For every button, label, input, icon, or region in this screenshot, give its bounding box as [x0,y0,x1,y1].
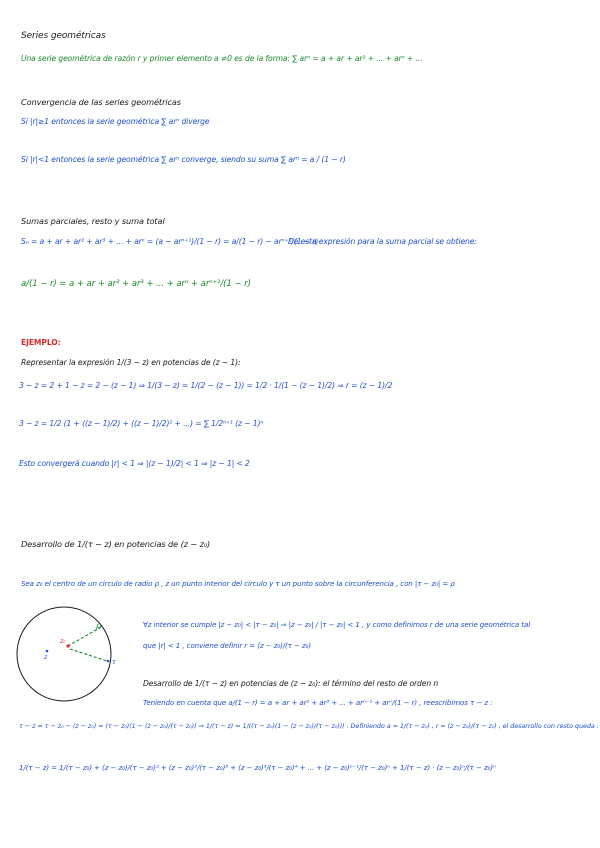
example-line-2: 3 − z = 1/2 (1 + ((z − 1)/2) + ((z − 1)/2)² + ...) = ∑ 1/2ⁿ⁺¹ (z − 1)ⁿ [19,419,264,428]
partial-sum-note: De esta expresión para la suma parcial se obtiene: [288,237,477,246]
geometric-identity: a/(1 − r) = a + ar + ar² + ar³ + ... + arⁿ + arⁿ⁺¹/(1 − r) [21,279,251,289]
tau-line [70,649,107,661]
teniendo-text: Teniendo en cuenta que a/(1 − r) = a + ar + ar² + ar³ + ... + arⁿ⁻¹ + arⁿ/(1 − r) , reescribimos τ − z : [143,698,493,707]
condition-line-1: ∀z interior se cumple |z − z₀| < |τ − z₀| ⇒ |z − z₀| / |τ − z₀| < 1 , y como definimos r de una serie geométrica tal [143,620,531,629]
z-label: z [44,654,48,661]
section-title-desarrollo: Desarrollo de 1/(τ − z) en potencias de (z − z₀) [21,539,211,549]
z-point [46,650,49,653]
example-line-1: 3 − z = 2 + 1 − z = 2 − (z − 1) ⇒ 1/(3 − z) = 1/(2 − (z − 1)) = 1/2 · 1/(1 − (z − 1)/2) ⇒ r = (z − 1)/2 [19,381,393,390]
desarrollo-intro: Sea z₀ el centro de un círculo de radio ρ , z un punto interior del círculo y τ un punto sobre la circunferencia , con |τ − z₀| = ρ [21,579,455,588]
converge-text: Si |r|<1 entonces la serie geométrica ∑ arⁿ converge, siendo su suma ∑ arⁿ = a / (1 − r) [21,155,346,164]
final-expansion: 1/(τ − z) = 1/(τ − z₀) + (z − z₀)/(τ − z₀)² + (z − z₀)²/(τ − z₀)³ + (z − z₀)³/(τ − z₀)⁴ + ... + (z − z₀)ⁿ⁻¹/(τ − z₀)ⁿ + 1/(τ − z) · (z − z₀)ⁿ/(τ − z₀)ⁿ [19,763,496,772]
rho-label: ρ [96,621,102,630]
desarrollo-subtitle: Desarrollo de 1/(τ − z) en potencias de (z − z₀): el término del resto de orden n [143,679,439,688]
center-point [66,644,69,647]
rewrite-text: τ − z = τ − z₀ − (z − z₀) = (τ − z₀)(1 − (z − z₀)/(τ − z₀)) ⇒ 1/(τ − z) = 1/((τ − z₀)(1 − (z − z₀)/(τ − z₀))) . Definiendo a = 1/(τ − z₀) , r = (z − z₀)/(τ − z₀) , el desarrollo con resto queda : [19,722,599,730]
example-convergence: Esto convergerá cuando |r| < 1 ⇒ |(z − 1)/2| < 1 ⇒ |z − 1| < 2 [19,459,250,468]
definition-text: Una serie geométrica de razón r y primer elemento a ≠0 es de la forma: ∑ arⁿ = a + ar + ar² + ... + arⁿ + ... [21,54,423,63]
diverge-text: Si |r|≥1 entonces la serie geométrica ∑ arⁿ diverge [21,117,210,126]
section-title-series: Series geométricas [21,31,106,41]
tau-point [107,660,110,663]
section-title-convergencia: Convergencia de las series geométricas [21,97,181,107]
example-label: EJEMPLO: [21,338,61,347]
condition-line-2: que |r| < 1 , conviene definir r = (z − z₀)/(τ − z₀) [143,641,312,650]
example-title: Representar la expresión 1/(3 − z) en potencias de (z − 1): [21,358,241,367]
partial-sum-formula: Sₙ = a + ar + ar² + ar³ + ... + arⁿ = (a − arⁿ⁺¹)/(1 − r) = a/(1 − r) − arⁿ⁺¹/(1 − r) [21,237,319,246]
z0-label: z₀ [60,638,66,645]
section-title-sumas: Sumas parciales, resto y suma total [21,216,165,226]
tau-label: τ [112,658,116,666]
